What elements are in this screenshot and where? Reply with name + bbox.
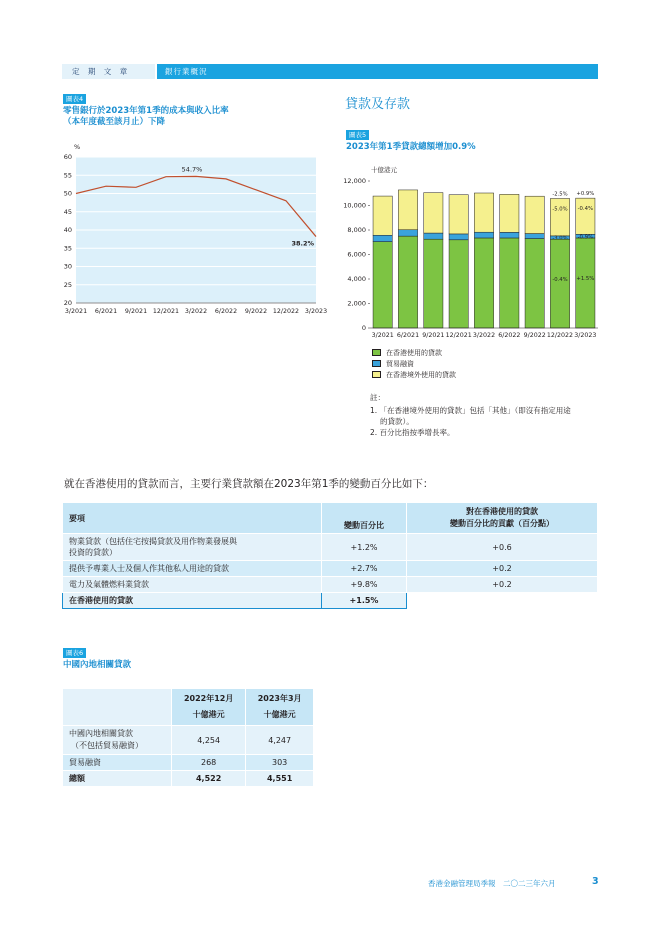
chart5-growth-label: -0.4% [577, 206, 594, 213]
chart4-tag: 圖表4 [63, 94, 86, 104]
chart4-xtick-label: 12/2022 [272, 308, 300, 315]
chart5-xtick-label: 3/2023 [574, 332, 597, 339]
chart5-bar-segment [449, 195, 468, 234]
table1-total-empty [407, 593, 598, 609]
chart5-bar-segment [474, 238, 493, 328]
chart4-ytick-label: 40 [63, 226, 72, 235]
chart5-notes [370, 392, 571, 438]
table2-header-col2-unit: 十億港元 [263, 710, 296, 719]
chart5-growth-label: -2.5% [552, 191, 568, 198]
table-row [63, 577, 598, 593]
table2-row3-label: 總額 [63, 771, 172, 787]
table-row [63, 771, 314, 787]
chart5-bar-segment [398, 236, 417, 328]
chart4-xtick-label: 3/2022 [184, 308, 208, 315]
chart5-bar-segment [424, 239, 443, 328]
chart4-title-line2: （本年度截至該月止）下降 [63, 117, 166, 127]
chart5-growth-label: -0.4% [552, 277, 568, 284]
table1-total-row [63, 593, 598, 609]
chart5-bar-segment [373, 242, 392, 328]
table1-row1-contrib: +0.6 [407, 534, 598, 561]
chart5-ytick-label: 12,000 [343, 177, 366, 186]
chart5-legend [372, 347, 456, 380]
table1-row2-change: +2.7% [322, 561, 407, 577]
chart5-ytick-label: 0 [361, 324, 366, 333]
table2-row2-label: 貿易融資 [63, 755, 172, 771]
table-row [63, 755, 314, 771]
chart4-xtick-label: 9/2021 [124, 308, 148, 315]
chart5-unit: 十億港元 [371, 166, 397, 174]
chart5-bar-segment [398, 190, 417, 230]
chart4-xtick-label: 6/2022 [214, 308, 238, 315]
chart5-bar-segment [525, 234, 544, 239]
table2-header-col2 [246, 689, 314, 726]
table1-row3-change: +9.8% [322, 577, 407, 593]
table1-total-item: 在香港使用的貸款 [63, 593, 322, 609]
table1-total-change: +1.5% [322, 593, 407, 609]
table2-row1-label-line2: （不包括貿易融資） [71, 741, 143, 750]
chart5-bar-segment [525, 196, 544, 233]
legend-swatch-green [372, 349, 381, 356]
chart4-xtick-label: 3/2023 [304, 308, 328, 315]
table2-row1-v1: 4,254 [172, 726, 246, 755]
chart4-unit: % [74, 143, 81, 151]
note-1-line1: 1. 「在香港境外使用的貸款」包括「其他」（即沒有指定用途 [370, 406, 571, 415]
table2-row3-v1: 4,522 [172, 771, 246, 787]
table1-row2-item: 提供予專業人士及個人作其他私人用途的貸款 [63, 561, 322, 577]
chart5-bar-segment [373, 196, 392, 235]
chart4-ytick-label: 35 [63, 244, 72, 253]
section-title: 貸款及存款 [345, 97, 411, 112]
table2-row2-v1: 268 [172, 755, 246, 771]
chart4-xtick-label: 12/2021 [152, 308, 180, 315]
chart5-bar-segment [500, 238, 519, 328]
table1-row3-item: 電力及氣體燃料業貸款 [63, 577, 322, 593]
chart5-bar-segment [500, 232, 519, 238]
table1-header-contrib-line1: 對在香港使用的貸款 [466, 507, 538, 516]
chart5-xtick-label: 3/2021 [371, 332, 394, 339]
chart5-xtick-label: 3/2022 [472, 332, 496, 339]
chart4-xtick-label: 6/2021 [94, 308, 118, 315]
chart4-ytick-label: 25 [63, 280, 72, 289]
legend-item-trade [372, 358, 456, 369]
page-number: 3 [592, 876, 599, 887]
chart5-bar-segment [474, 232, 493, 238]
chart5-growth-label: -3.0% [552, 235, 568, 242]
table-row [63, 534, 598, 561]
table2-row1-label [63, 726, 172, 755]
chart5-ytick-label: 10,000 [343, 201, 366, 210]
chart5-growth-label: +1.5% [576, 275, 595, 282]
chart5-bar-segment [525, 239, 544, 328]
chart5-bar-segment [576, 198, 595, 234]
table1-header-row [63, 503, 598, 534]
table1-row3-contrib: +0.2 [407, 577, 598, 593]
chart4-title [63, 106, 229, 128]
chart5-ytick-label: 2,000 [347, 299, 366, 308]
chart5-xtick-label: 12/2021 [445, 332, 472, 339]
chart5-bar-segment [424, 233, 443, 239]
legend-swatch-yellow [372, 371, 381, 378]
chart5-growth-label: -5.0% [552, 206, 568, 213]
chart4-xtick-label: 9/2022 [244, 308, 268, 315]
table2-header-col1 [172, 689, 246, 726]
chart5-bar-segment [424, 193, 443, 233]
header-article-label: 銀行業概況 [165, 67, 208, 76]
chart4-ytick-label: 30 [63, 262, 72, 271]
chart6-tag: 圖表6 [63, 648, 86, 658]
table1-row1-item-line2: 投資的貸款） [69, 548, 117, 557]
table2-row3-v2: 4,551 [246, 771, 314, 787]
chart5-bar-segment [373, 235, 392, 241]
table2-row2-v2: 303 [246, 755, 314, 771]
chart5-xtick-label: 9/2022 [523, 332, 546, 339]
chart5-growth-label: +0.9% [576, 191, 595, 198]
chart5-bar-segment [449, 234, 468, 240]
legend-label-hk: 在香港使用的貸款 [386, 348, 442, 357]
header-separator [155, 64, 157, 79]
chart5-xtick-label: 12/2022 [546, 332, 574, 339]
chart4-annot-last: 38.2% [291, 239, 314, 248]
note-2: 2. 百分比指按季增長率。 [370, 428, 455, 437]
legend-label-trade: 貿易融資 [386, 359, 414, 368]
chart5-xtick-label: 6/2022 [498, 332, 521, 339]
chart4-title-line1: 零售銀行於2023年第1季的成本與收入比率 [63, 106, 229, 116]
note-1-line2: 的貸款）。 [380, 417, 414, 426]
chart4-ytick-label: 55 [63, 171, 72, 180]
chart4-annot-high: 54.7% [181, 165, 203, 174]
table1-row1-item-line1: 物業貸款（包括住宅按揭貸款及用作物業發展與 [69, 537, 237, 546]
header-section-label: 定 期 文 章 [72, 67, 131, 76]
chart5-bar-segment [449, 240, 468, 328]
chart5-bar-segment [398, 230, 417, 236]
chart5-bar-segment [474, 193, 493, 232]
table1-row1-change: +1.2% [322, 534, 407, 561]
table2-row1-label-line1: 中國內地相關貸款 [69, 729, 133, 738]
table2-header-row [63, 689, 314, 726]
chart5-xtick-label: 6/2021 [396, 332, 420, 339]
table-row [63, 726, 314, 755]
chart4-ytick-label: 20 [63, 299, 72, 308]
chart4-ytick-label: 45 [63, 207, 72, 216]
table1-header-contrib-line2: 變動百分比的貢獻（百分點） [450, 519, 554, 528]
legend-label-outside: 在香港境外使用的貸款 [386, 370, 456, 379]
chart5-growth-label: -0.9% [577, 234, 594, 241]
table1-header-item: 要項 [63, 503, 322, 534]
chart4-ytick-label: 50 [63, 189, 72, 198]
chart4-ytick-label: 60 [63, 153, 72, 162]
chart6-title: 中國內地相關貸款 [63, 660, 132, 670]
industry-loans-table [62, 502, 598, 609]
table2-row1-v2: 4,247 [246, 726, 314, 755]
legend-item-hk [372, 347, 456, 358]
chart5-ytick-label: 8,000 [347, 226, 366, 235]
chart5-svg [340, 160, 602, 342]
chart5-ytick-label: 4,000 [347, 275, 366, 284]
chart5-xtick-label: 9/2021 [422, 332, 445, 339]
table2-header-blank [63, 689, 172, 726]
chart4-xtick-label: 3/2021 [64, 308, 88, 315]
chart5-tag: 圖表5 [346, 130, 369, 140]
footer-text: 香港金融管理局季報 二〇二三年六月 [428, 879, 556, 888]
table1-row1-item [63, 534, 322, 561]
notes-heading: 註： [370, 393, 385, 402]
chart5-ytick-label: 6,000 [347, 250, 366, 259]
body-paragraph: 就在香港使用的貸款而言，主要行業貸款額在2023年第1季的變動百分比如下： [64, 478, 434, 490]
mainland-loans-table [62, 688, 314, 787]
table2-header-col2-date: 2023年3月 [257, 694, 302, 703]
legend-swatch-blue [372, 360, 381, 367]
table2-header-col1-unit: 十億港元 [192, 710, 225, 719]
table1-header-contrib [407, 503, 598, 534]
table-row [63, 561, 598, 577]
table2-header-col1-date: 2022年12月 [183, 694, 234, 703]
chart4-svg [58, 140, 328, 322]
chart5-bar-segment [550, 239, 569, 328]
chart5-title: 2023年第1季貸款總額增加0.9% [346, 142, 476, 152]
chart5-bar-segment [550, 199, 569, 236]
chart5-bar-segment [576, 238, 595, 328]
chart5-bar-segment [500, 194, 519, 232]
table1-header-change: 變動百分比 [322, 503, 407, 534]
legend-item-outside [372, 369, 456, 380]
table1-row2-contrib: +0.2 [407, 561, 598, 577]
